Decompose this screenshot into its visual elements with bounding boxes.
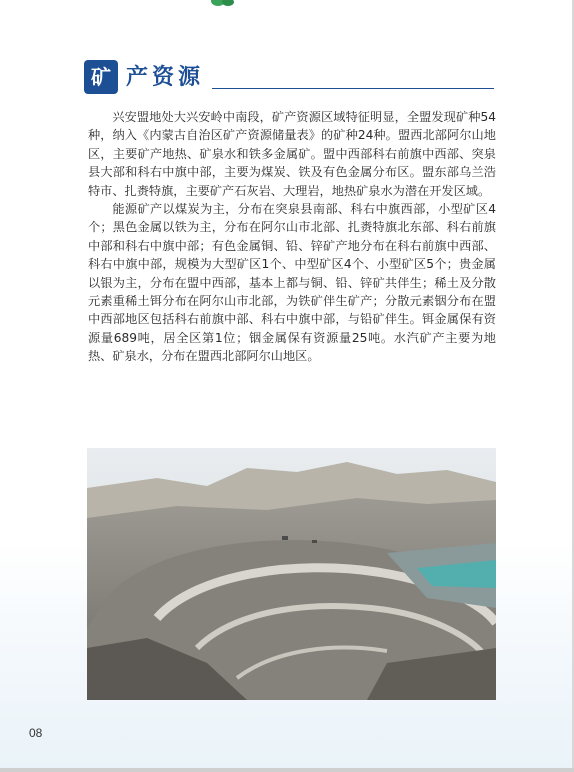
body-text (88, 108, 496, 366)
section-heading (84, 58, 494, 102)
heading-underline (212, 88, 494, 89)
section-heading-badge: 矿 (84, 60, 118, 94)
page-edge-bottom (0, 768, 574, 772)
page-number: 08 (29, 726, 43, 740)
open-pit-mine-photo (87, 448, 496, 700)
paragraph-mineral-types: 能源矿产以煤炭为主，分布在突泉县南部、科右中旗西部，小型矿区4个；黑色金属以铁为主，分布在阿尔山市北部、扎赉特旗北东部、科右前旗中部和科右中旗中部；有色金属铜、铅、锌矿产地分布在科右前旗中西部、科右中旗中部，规模为大型矿区1个、中型矿区4个、小型矿区5个；贵金属以银为主，分布在盟中西部，基本上都与铜、铅、锌矿共伴生；稀土及分散元素重稀土铒分布在阿尔山市北部，为铁矿伴生矿产；分散元素铟分布在盟中西部地区包括科右前旗中部、科右中旗中部，与铅矿伴生。铒金属保有资源量689吨，居全区第1位；铟金属保有资源量25吨。水汽矿产主要为地热、矿泉水，分布在盟西北部阿尔山地区。 (88, 202, 496, 364)
paragraph-overview: 兴安盟地处大兴安岭中南段，矿产资源区域特征明显，全盟发现矿种54种，纳入《内蒙古自治区矿产资源储量表》的矿种24种。盟西北部阿尔山地区，主要矿产地热、矿泉水和铁多金属矿。盟中西部科右前旗中西部、突泉县大部和科右中旗中部，主要为煤炭、铁及有色金属分布区。盟东部乌兰浩特市、扎赉特旗，主要矿产石灰岩、大理岩，地热矿泉水为潜在开发区域。 (88, 110, 496, 198)
section-heading-title: 产资源 (126, 64, 205, 90)
leaf-logo-icon (208, 0, 238, 6)
